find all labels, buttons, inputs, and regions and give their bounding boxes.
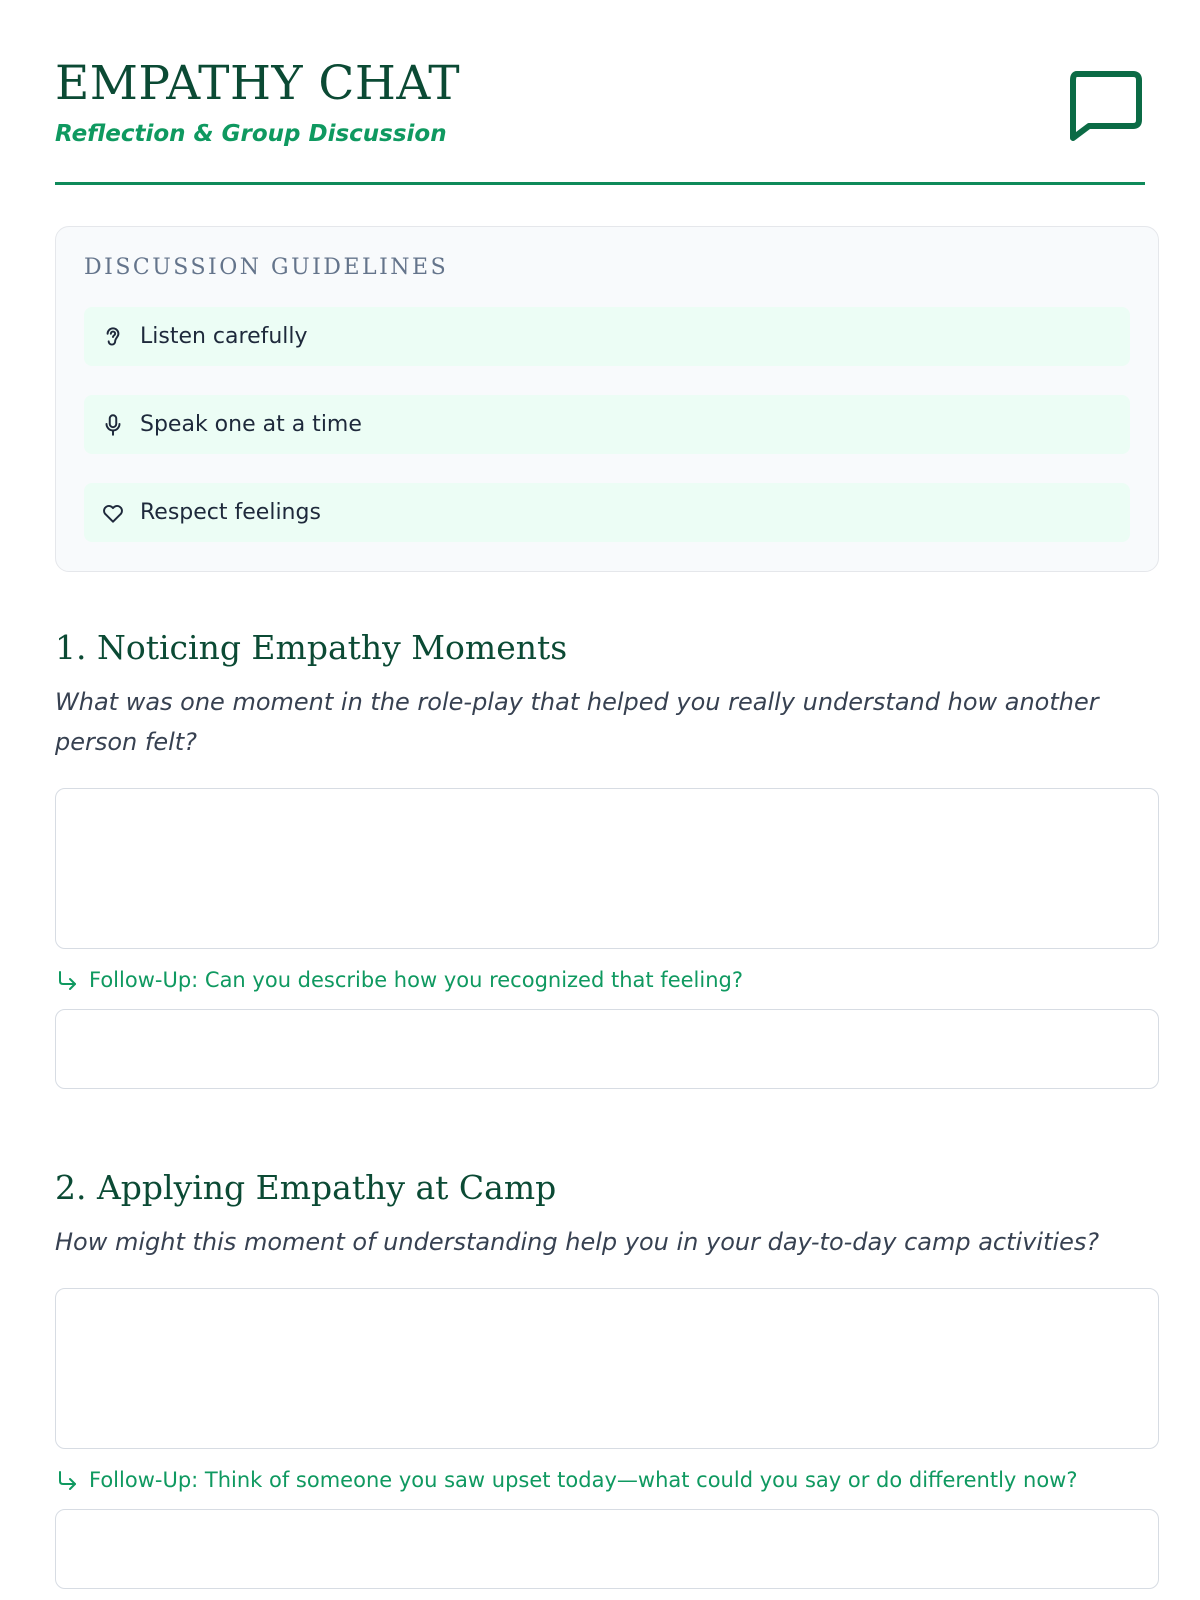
question-2 bbox=[55, 1166, 1159, 1589]
question-title: 2. Applying Empathy at Camp bbox=[55, 1168, 557, 1207]
microphone-icon bbox=[100, 412, 126, 438]
app-title: EMPATHY CHAT bbox=[55, 56, 461, 111]
heart-icon bbox=[100, 500, 126, 526]
guideline-item-speak bbox=[84, 395, 1130, 454]
followup-answer-textarea[interactable] bbox=[55, 1009, 1159, 1089]
guideline-label: Listen carefully bbox=[140, 323, 308, 349]
followup-prompt bbox=[55, 965, 1159, 995]
followup-text: Follow-Up: Think of someone you saw upset today—what could you say or do differently now? bbox=[89, 1468, 1078, 1492]
answer-textarea[interactable] bbox=[55, 788, 1159, 949]
question-title: 1. Noticing Empathy Moments bbox=[55, 628, 568, 667]
return-arrow-icon bbox=[55, 968, 79, 992]
guideline-item-respect bbox=[84, 483, 1130, 542]
return-arrow-icon bbox=[55, 1468, 79, 1492]
guidelines-heading: DISCUSSION GUIDELINES bbox=[84, 255, 449, 280]
question-prompt: What was one moment in the role-play that helped you really understand how another person felt? bbox=[55, 688, 1099, 756]
guideline-item-listen bbox=[84, 307, 1130, 366]
guideline-label: Speak one at a time bbox=[140, 411, 362, 437]
ear-icon bbox=[100, 324, 126, 350]
chat-bubble-icon bbox=[1067, 70, 1143, 142]
guideline-label: Respect feelings bbox=[140, 499, 321, 525]
question-prompt: How might this moment of understanding help you in your day-to-day camp activities? bbox=[55, 1228, 1100, 1256]
followup-prompt bbox=[55, 1465, 1159, 1495]
answer-textarea[interactable] bbox=[55, 1288, 1159, 1449]
page-header bbox=[55, 0, 1145, 185]
discussion-guidelines-card bbox=[55, 226, 1159, 572]
question-1 bbox=[55, 626, 1159, 1089]
followup-text: Follow-Up: Can you describe how you recognized that feeling? bbox=[89, 968, 743, 992]
followup-answer-textarea[interactable] bbox=[55, 1509, 1159, 1589]
app-subtitle: Reflection & Group Discussion bbox=[55, 121, 447, 147]
